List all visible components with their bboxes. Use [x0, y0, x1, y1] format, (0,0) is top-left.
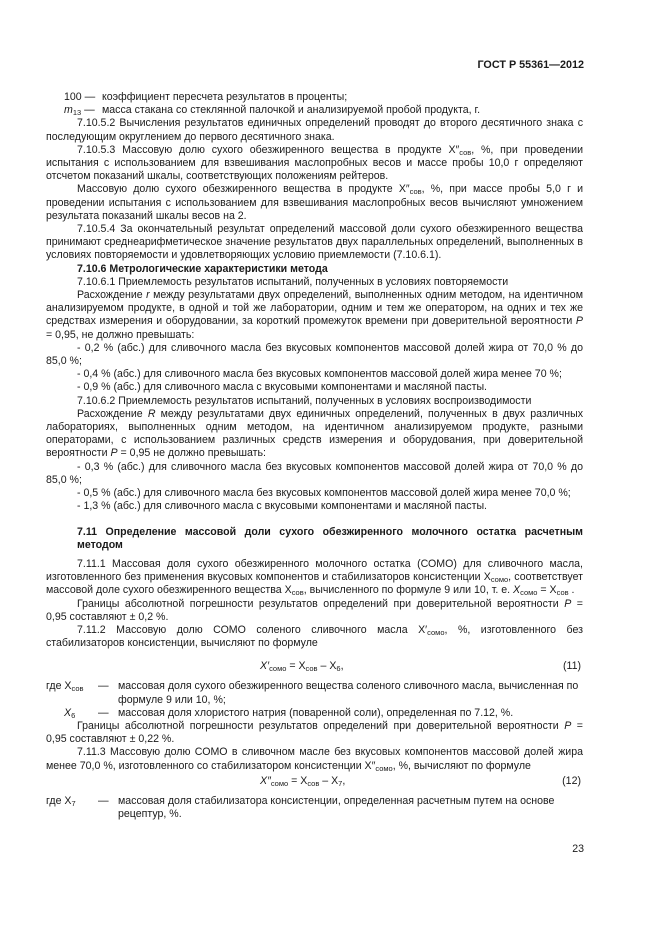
formula-11 [46, 660, 583, 674]
formula-12 [46, 775, 583, 789]
list-item-r3: - 0,9 % (абс.) для сливочного масла с вкусовыми компонентами и масляной пасты. [77, 381, 488, 394]
paragraph-7-10-6-1: 7.10.6.1 Приемлемость результатов испытаний, полученных в условиях повторяемости [77, 275, 509, 288]
definition-term: $m_{13}$ — [64, 104, 95, 118]
definition-m13 [46, 104, 583, 117]
list-item-r2: - 0,4 % (абс.) для сливочного масла без вкусовых компонентов массовой долей жира менее 70 %; [77, 368, 562, 381]
paragraph-error-bounds-1: Границы абсолютной погрешности результатов определений при доверительной вероятности P = 0,95 составляют ± 0,2 %. [46, 597, 583, 623]
where-text: массовая доля стабилизатора консистенции, определенная расчетным путем на основе рецептур, %. [118, 794, 555, 820]
list-item-R2: - 0,5 % (абс.) для сливочного масла без вкусовых компонентов массовой долей жира менее 70,0 %; [77, 487, 571, 500]
heading-7-11: 7.11 Определение массовой доли сухого обезжиренного молочного остатка расчетным методом [77, 525, 583, 551]
paragraph-7-11-1: 7.11.1 Массовая доля сухого обезжиренного молочного остатка (СОМО) для сливочного масла, изготовленного без применения вкусовых компонентов и стабилизаторов консистенции $X_{сомо}$, соответствует массовой доле сухого обезжиренного вещества $X_{сов}$, вычисленного по формуле 9 или 10, т. е. $X_{сомо} = X_{сов}$ . [46, 557, 583, 598]
page-body [46, 91, 583, 821]
where-label: где $X_{сов}$ [46, 680, 84, 694]
formula-11-expression: $X'_{сомо} = X_{сов} - X_6$, [260, 660, 344, 674]
paragraph-reproducibility: Расхождение R между результатами двух единичных определений, полученных в двух различных лабораториях, выполненных одним методом, на идентичном анализируемом продукте, разными операторами, с использованием различных средств измерения и оборудования, при доверительной вероятности P = 0,95 не должно превышать: [46, 407, 583, 460]
paragraph-repeatability: Расхождение r между результатами двух определений, выполненных одним методом, на идентичном анализируемом продукте, в одной и той же лаборатории, одним и тем же оператором, на одних и тех же средствах измерения и оборудовании, за короткий промежуток времени при доверительной вероятности P = 0,95, не должно превышать: [46, 289, 583, 341]
page-number: 23 [572, 843, 584, 855]
paragraph-7-10-5-3: 7.10.5.3 Массовую долю сухого обезжиренного вещества в продукте $X''_{сов}$, %, при проведении испытания с использованием для взвешивания маслопробных весов и массе пробы 10,0 г определяют отсчетом показаний шкалы, соответствующих положениям рейтеров. [46, 143, 583, 183]
where-xsov [46, 680, 583, 706]
heading-7-10-6: 7.10.6 Метрологические характеристики метода [77, 262, 328, 275]
paragraph-7-10-6-2: 7.10.6.2 Приемлемость результатов испытаний, полученных в условиях воспроизводимости [77, 394, 532, 407]
document-code: ГОСТ Р 55361—2012 [477, 59, 584, 71]
paragraph-error-bounds-2: Границы абсолютной погрешности результатов определений при доверительной вероятности P = 0,95 составляют ± 0,22 %. [46, 719, 583, 746]
paragraph-mass-5g: Массовую долю сухого обезжиренного вещества в продукте $X''_{сов}$, %, при массе пробы 5,0 г и проведении испытания с использованием для взвешивания маслопробных весов вычисляют умножением результата показаний шкалы весов на 2. [46, 183, 584, 222]
formula-11-number: (11) [562, 660, 581, 673]
formula-12-number: (12) [562, 774, 581, 787]
where-x6 [46, 707, 583, 720]
paragraph-7-10-5-4: 7.10.5.4 За окончательный результат определений массовой доли сухого обезжиренного вещества принимают среднеарифметическое значение результатов двух параллельных определений, выполненных в условиях повторяемости и удовлетворяющих условию приемлемости (7.10.6.1). [46, 223, 583, 262]
where-label: $X_6$ [64, 706, 76, 720]
where-dash: — [98, 680, 109, 693]
where-text: массовая доля сухого обезжиренного вещества соленого сливочного масла, вычисленная по формуле 9 или 10, %; [118, 680, 579, 706]
formula-12-expression: $X''_{сомо} = X_{сов} - X_7$, [260, 774, 346, 788]
paragraph-7-10-5-2: 7.10.5.2 Вычисления результатов единичных определений проводят до второго десятичного знака с последующим округлением до первого десятичного знака. [46, 117, 583, 143]
list-item-r1: - 0,2 % (абс.) для сливочного масла без вкусовых компонентов массовой долей жира от 70,0 % до 85,0 %; [46, 341, 583, 368]
definition-text: коэффициент пересчета результатов в проценты; [102, 91, 348, 103]
definition-text: масса стакана со стеклянной палочкой и анализируемой пробой продукта, г. [102, 104, 481, 117]
where-x7 [46, 795, 583, 821]
paragraph-7-11-3: 7.11.3 Массовую долю СОМО в сливочном масле без вкусовых компонентов массовой долей жира менее 70,0 %, изготовленного со стабилизатором консистенции $X''_{сомо}$, %, вычисляют по формуле [46, 746, 583, 773]
definition-100 [46, 91, 583, 104]
list-item-R1: - 0,3 % (абс.) для сливочного масла без вкусовых компонентов массовой долей жира от 70,0 % до 85,0 %; [46, 460, 583, 486]
definition-term: 100 — [64, 91, 96, 103]
list-item-R3: - 1,3 % (абс.) для сливочного масла с вкусовыми компонентами и масляной пасты. [77, 500, 488, 513]
paragraph-7-11-2: 7.11.2 Массовую долю СОМО соленого сливочного масла $X'_{сомо}$, %, изготовленного без стабилизаторов консистенции, вычисляют по формуле [46, 623, 583, 650]
where-label: где $X_7$ [46, 794, 76, 808]
where-dash: — [98, 794, 109, 807]
where-dash: — [98, 706, 109, 719]
where-text: массовая доля хлористого натрия (поваренной соли), определенная по 7.12, %. [118, 706, 514, 719]
